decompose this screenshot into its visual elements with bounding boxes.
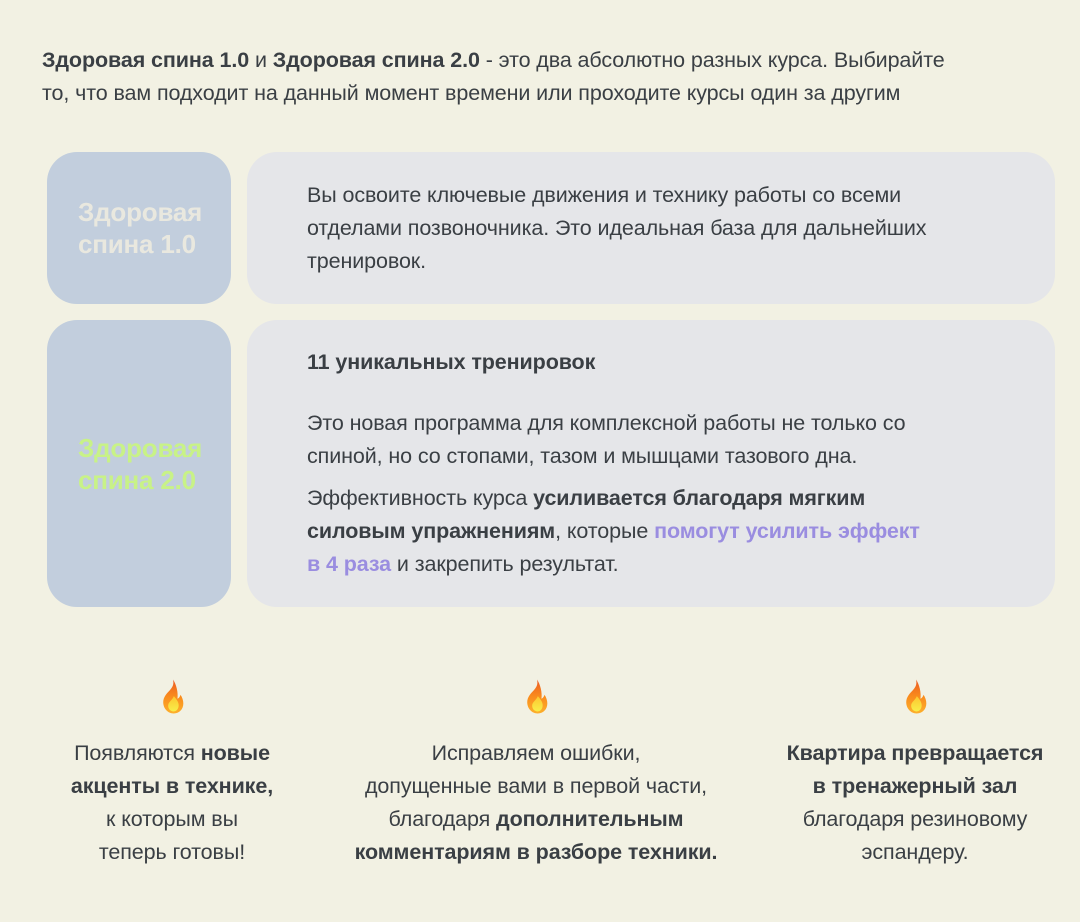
badge-label-line: спина 1.0: [78, 229, 196, 259]
text-segment-bold: новые: [200, 741, 270, 765]
course-2-row: [47, 320, 1055, 607]
text-segment: Эффективность курса: [307, 486, 534, 510]
text-segment: допущенные вами в первой части,: [364, 774, 708, 798]
fire-icon: [520, 677, 553, 717]
course-2-badge: [47, 320, 231, 607]
text-segment: Исправляем ошибки,: [431, 741, 641, 765]
course-2-workouts-title: 11 уникальных тренировок: [307, 350, 596, 374]
text-segment: теперь готовы!: [98, 840, 246, 864]
text-segment: Появляются: [74, 741, 201, 765]
benefit-fix-mistakes: [346, 677, 726, 869]
text-segment-bold: усиливается благодаря мягким: [533, 486, 866, 510]
course-1-description: [307, 179, 995, 278]
boost-effect-link[interactable]: в 4 раза: [307, 552, 392, 576]
benefit-home-gym: [775, 677, 1055, 869]
course-2-effect-text: [307, 482, 995, 581]
badge-label-line: спина 2.0: [78, 464, 196, 495]
intro-segment: то, что вам подходит на данный момент времени или проходите курсы один за другим: [42, 81, 901, 105]
text-segment-bold: комментариям в разборе техники.: [354, 840, 718, 864]
benefit-new-accents: [47, 677, 297, 869]
text-line: тренировок.: [307, 248, 426, 273]
text-line: Вы освоите ключевые движения и технику работы со всеми: [307, 182, 902, 207]
benefit-text: [346, 737, 726, 869]
text-segment: к которым вы: [106, 807, 238, 831]
boost-effect-link[interactable]: помогут усилить эффект: [654, 519, 920, 543]
badge-label-line: Здоровая: [78, 197, 203, 227]
text-segment: благодаря: [388, 807, 497, 831]
text-segment-bold: силовым упражнениям: [307, 519, 556, 543]
fire-icon: [899, 677, 932, 717]
course-2-description-card: [247, 320, 1055, 607]
fire-icon: [156, 677, 189, 717]
course-2-name: Здоровая спина 2.0: [272, 48, 480, 72]
text-line: Это новая программа для комплексной работы не только со: [307, 411, 906, 435]
intro-segment: - это два абсолютно разных курса. Выбирайте: [479, 48, 945, 72]
intro-text: [42, 44, 1055, 110]
text-segment: и закрепить результат.: [391, 552, 619, 576]
badge-label-line: Здоровая: [78, 432, 203, 463]
text-segment: благодаря резиновому: [802, 807, 1028, 831]
text-segment: , которые: [555, 519, 655, 543]
course-1-badge: [47, 152, 231, 304]
benefits-section: [47, 677, 1055, 869]
text-segment-bold: в тренажерный зал: [812, 774, 1018, 798]
benefit-text: [47, 737, 297, 869]
text-segment-bold: Квартира превращается: [786, 741, 1044, 765]
course-1-row: [47, 152, 1055, 304]
text-segment: эспандеру.: [861, 840, 969, 864]
course-2-description: [307, 407, 995, 473]
benefit-text: [775, 737, 1055, 869]
text-line: спиной, но со стопами, тазом и мышцами тазового дна.: [307, 444, 858, 468]
text-segment-bold: акценты в технике,: [70, 774, 274, 798]
course-1-description-card: [247, 152, 1055, 304]
course-1-name: Здоровая спина 1.0: [42, 48, 250, 72]
text-segment-bold: дополнительным: [496, 807, 684, 831]
intro-segment: и: [249, 48, 273, 72]
text-line: отделами позвоночника. Это идеальная база для дальнейших: [307, 215, 927, 240]
